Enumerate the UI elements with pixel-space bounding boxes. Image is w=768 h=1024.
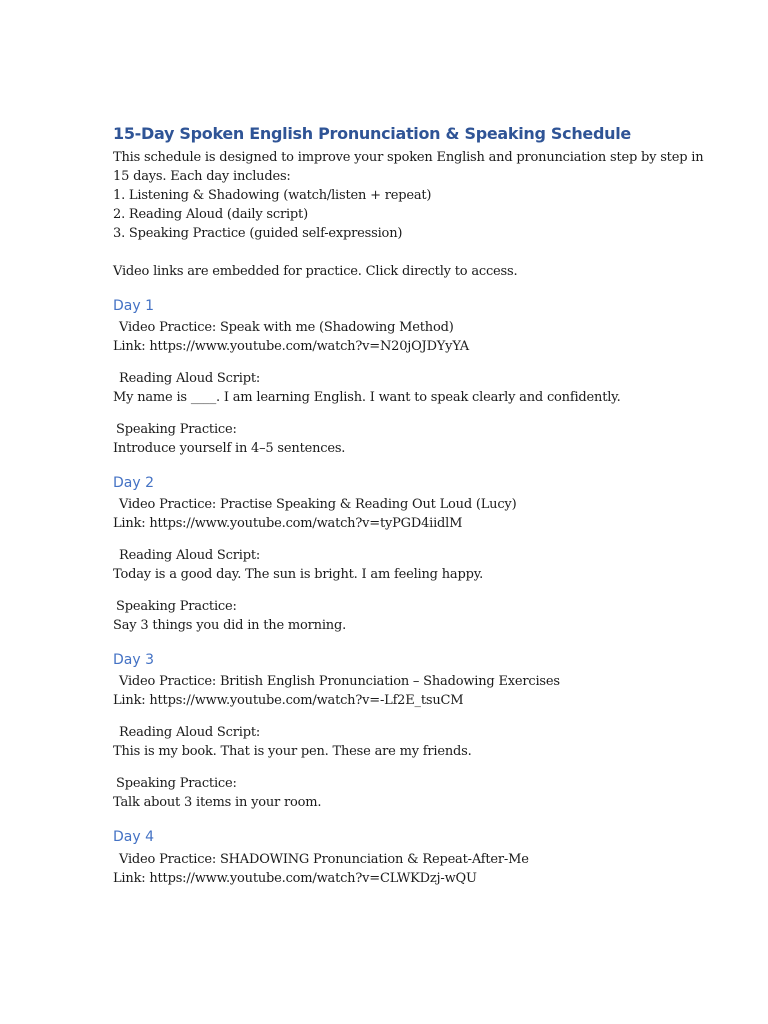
day-2-speaking-label: Speaking Practice:: [116, 599, 237, 614]
day-2-video-practice: Video Practice: Practise Speaking & Reading Out Loud (Lucy): [119, 497, 517, 512]
day-3-video-practice: Video Practice: British English Pronunciation – Shadowing Exercises: [119, 674, 560, 689]
day-1-reading-script: My name is ____. I am learning English. I want to speak clearly and confidently.: [113, 390, 621, 405]
day-4-video-link[interactable]: https://www.youtube.com/watch?v=CLWKDzj-wQU: [149, 871, 477, 886]
includes-item-reading: 2. Reading Aloud (daily script): [113, 207, 308, 222]
day-1-reading-label: Reading Aloud Script:: [119, 371, 261, 386]
day-2-video-link[interactable]: https://www.youtube.com/watch?v=tyPGD4iidlM: [149, 516, 463, 531]
day-2-speaking-task: Say 3 things you did in the morning.: [113, 618, 347, 633]
day-2-reading-label: Reading Aloud Script:: [119, 548, 261, 563]
includes-item-speaking: 3. Speaking Practice (guided self-expression): [113, 226, 403, 241]
day-3-reading-label: Reading Aloud Script:: [119, 725, 261, 740]
link-prefix: Link:: [113, 871, 150, 886]
link-prefix: Link:: [113, 339, 150, 354]
day-3-video-link[interactable]: https://www.youtube.com/watch?v=-Lf2E_tsuCM: [149, 693, 464, 708]
day-1-heading: Day 1: [113, 298, 155, 314]
day-1-video-practice: Video Practice: Speak with me (Shadowing Method): [119, 320, 454, 335]
intro-text-line1: This schedule is designed to improve your spoken English and pronunciation step by step in: [113, 150, 704, 165]
day-1-video-link[interactable]: https://www.youtube.com/watch?v=N20jOJDYyYA: [149, 339, 469, 354]
day-3-reading-script: This is my book. That is your pen. These are my friends.: [113, 744, 472, 759]
day-1-link-line: [113, 337, 469, 356]
link-prefix: Link:: [113, 516, 150, 531]
day-4-video-practice: Video Practice: SHADOWING Pronunciation & Repeat-After-Me: [119, 852, 529, 867]
link-prefix: Link:: [113, 693, 150, 708]
day-3-speaking-label: Speaking Practice:: [116, 776, 237, 791]
links-note: Video links are embedded for practice. Click directly to access.: [113, 264, 518, 279]
day-2-link-line: [113, 514, 462, 533]
includes-item-listening: 1. Listening & Shadowing (watch/listen + repeat): [113, 188, 432, 203]
day-1-speaking-task: Introduce yourself in 4–5 sentences.: [113, 441, 346, 456]
document-title: 15-Day Spoken English Pronunciation & Speaking Schedule: [113, 124, 631, 143]
day-3-heading: Day 3: [113, 652, 155, 668]
day-1-speaking-label: Speaking Practice:: [116, 422, 237, 437]
day-2-reading-script: Today is a good day. The sun is bright. I am feeling happy.: [113, 567, 484, 582]
day-4-heading: Day 4: [113, 829, 155, 845]
day-4-link-line: [113, 869, 477, 888]
day-2-heading: Day 2: [113, 475, 155, 491]
intro-text-line2: 15 days. Each day includes:: [113, 169, 291, 184]
day-3-link-line: [113, 691, 463, 710]
day-3-speaking-task: Talk about 3 items in your room.: [113, 795, 322, 810]
